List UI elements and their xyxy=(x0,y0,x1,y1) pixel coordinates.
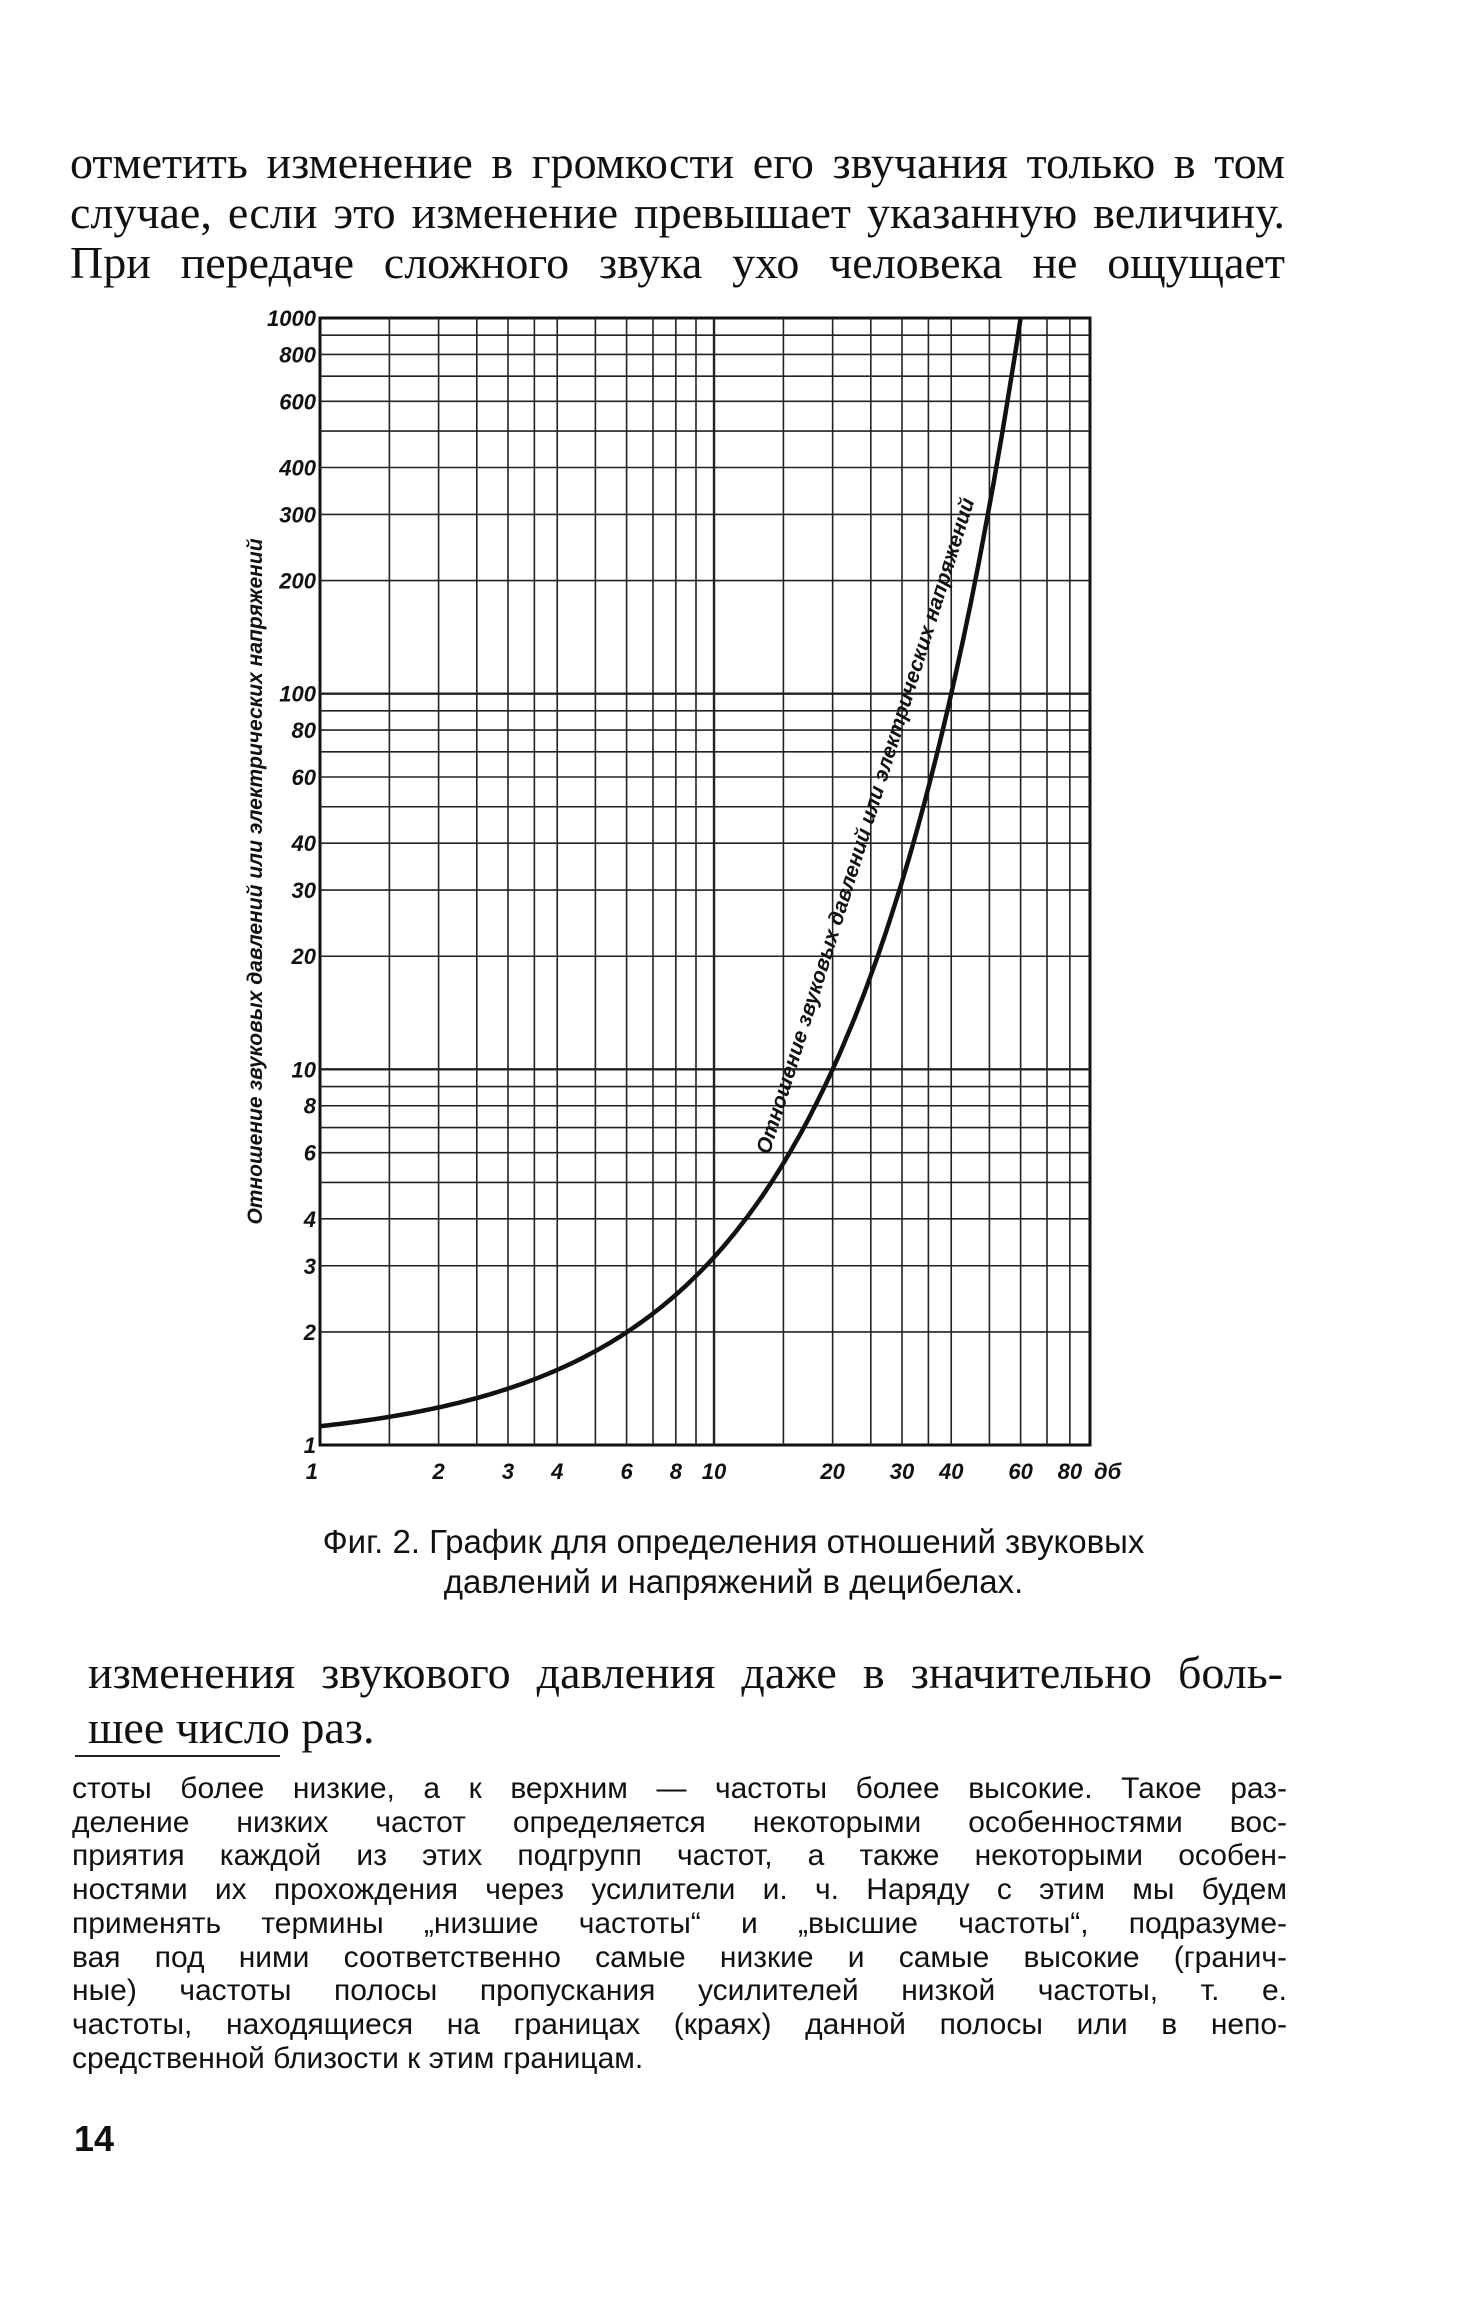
footnote-line: частоты, находящиеся на границах (краях) данной полосы или в непо- xyxy=(72,2007,1287,2041)
x-tick-label: 2 xyxy=(432,1459,445,1484)
y-tick-label: 600 xyxy=(279,389,316,415)
footnote-line: деление низких частот определяется некоторыми особенностями вос- xyxy=(72,1805,1287,1839)
y-tick-label: 4 xyxy=(303,1206,316,1232)
text-line: изменения звукового давления даже в значительно боль- xyxy=(88,1647,1283,1698)
x-tick-label: 3 xyxy=(501,1459,515,1484)
ratio-curve xyxy=(320,318,1021,1426)
footnote-line: средственной близости к этим границам. xyxy=(72,2041,644,2075)
db-ratio-chart xyxy=(230,308,1150,1518)
y-tick-label: 3 xyxy=(303,1253,316,1279)
footnote-line: ные) частоты полосы пропускания усилителей низкой частоты, т. е. xyxy=(72,1974,1287,2008)
caption-line: давлений и напряжений в децибелах. xyxy=(443,1563,1024,1600)
y-axis-title: Отношение звуковых давлений или электрических напряжений xyxy=(244,538,267,1225)
y-tick-label: 400 xyxy=(279,455,316,481)
y-tick-label: 80 xyxy=(291,718,316,744)
y-tick-label: 8 xyxy=(303,1093,316,1119)
y-tick-label: 1000 xyxy=(267,308,316,331)
footnote-divider xyxy=(75,1755,280,1757)
x-tick-label: 20 xyxy=(820,1459,845,1484)
y-tick-label: 1 xyxy=(303,1433,316,1458)
y-tick-label: 10 xyxy=(291,1057,316,1083)
text-line: При передаче сложного звука ухо человека не ощущает xyxy=(70,237,1285,288)
x-tick-label: 60 xyxy=(1008,1459,1033,1484)
y-tick-label: 200 xyxy=(279,568,316,594)
y-tick-label: 40 xyxy=(291,831,316,857)
y-tick-label: 2 xyxy=(303,1319,316,1345)
footnote-line: ностями их прохождения через усилители и. ч. Наряду с этим мы будем xyxy=(72,1873,1287,1907)
text-line: отметить изменение в громкости его звучания только в том xyxy=(70,137,1285,188)
footnote xyxy=(72,1772,1287,2075)
x-tick-label: 80 xyxy=(1057,1459,1083,1484)
text-line: случае, если это изменение превышает указанную величину. xyxy=(70,187,1285,238)
x-tick-label: 10 xyxy=(701,1459,727,1484)
x-axis-unit: дб xyxy=(1094,1459,1122,1484)
y-tick-label: 300 xyxy=(279,502,316,528)
y-tick-label: 100 xyxy=(279,681,316,707)
y-tick-label: 6 xyxy=(303,1140,316,1166)
x-tick-label: 30 xyxy=(889,1459,915,1484)
y-tick-label: 800 xyxy=(279,342,316,368)
y-tick-label: 20 xyxy=(291,944,316,970)
x-tick-label: 40 xyxy=(938,1459,964,1484)
x-tick-label: 6 xyxy=(620,1459,633,1484)
figure-caption xyxy=(0,1522,1467,1602)
footnote-line: вая под ними соответственно самые низкие и самые высокие (гранич- xyxy=(72,1940,1287,1974)
y-tick-label: 60 xyxy=(291,765,316,791)
caption-line: Фиг. 2. График для определения отношений звуковых xyxy=(322,1523,1145,1560)
footnote-line: приятия каждой из этих подгрупп частот, а также некоторыми особен- xyxy=(72,1839,1287,1873)
page-number: 14 xyxy=(74,2118,115,2159)
x-tick-label: 8 xyxy=(669,1459,682,1484)
text-line: шее число раз. xyxy=(88,1702,375,1753)
x-tick-label: 4 xyxy=(551,1459,564,1484)
body-text-top xyxy=(70,138,1285,288)
body-text-bottom xyxy=(88,1645,1283,1755)
y-tick-label: 30 xyxy=(291,878,316,904)
curve-label: Отношение звуковых давлений или электрических напряжений xyxy=(752,495,980,1157)
footnote-line: применять термины „низшие частоты“ и „высшие частоты“, подразуме- xyxy=(72,1906,1287,1940)
footnote-line: стоты более низкие, а к верхним — частоты более высокие. Такое раз- xyxy=(72,1772,1287,1805)
plot-frame xyxy=(320,318,1090,1445)
x-tick-label: 1 xyxy=(305,1459,318,1484)
